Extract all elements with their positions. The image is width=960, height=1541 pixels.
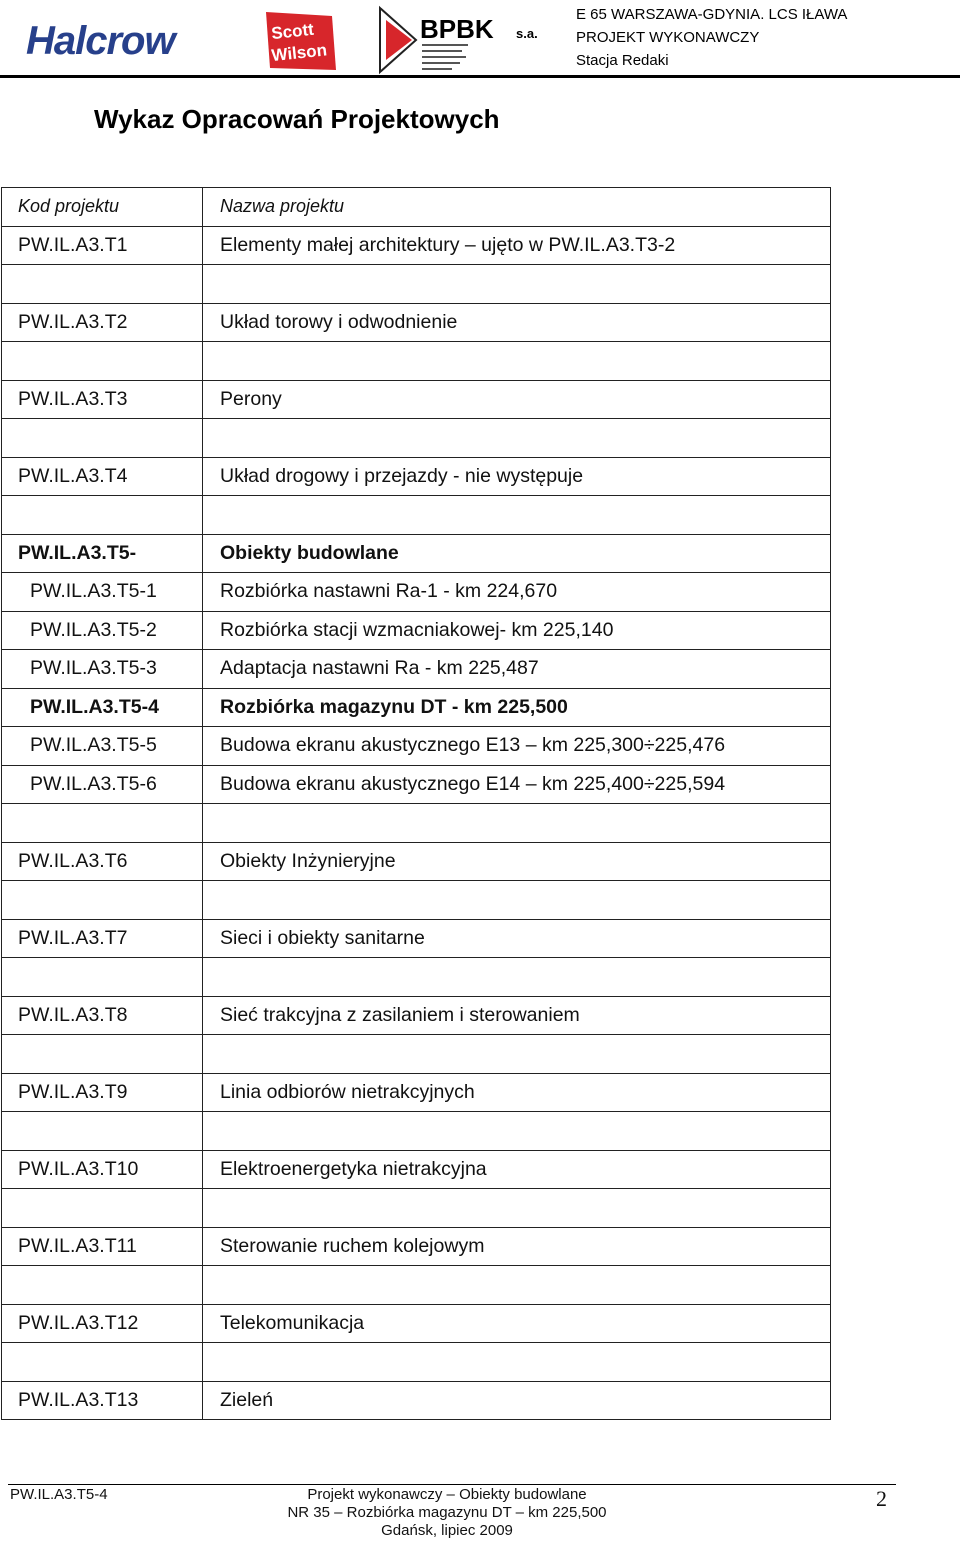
table-row-spacer <box>2 419 831 458</box>
project-code: PW.IL.A3.T11 <box>2 1227 203 1266</box>
project-name: Budowa ekranu akustycznego E13 – km 225,300÷225,476 <box>203 727 831 766</box>
project-code: PW.IL.A3.T4 <box>2 457 203 496</box>
project-code: PW.IL.A3.T6 <box>2 842 203 881</box>
table-row-section <box>2 534 831 573</box>
table-row <box>2 919 831 958</box>
project-name <box>203 265 831 304</box>
table-row-spacer <box>2 1189 831 1228</box>
table-row <box>2 727 831 766</box>
table-row <box>2 226 831 265</box>
project-name <box>203 342 831 381</box>
table-row <box>2 650 831 689</box>
project-code <box>2 1035 203 1074</box>
project-code: PW.IL.A3.T3 <box>2 380 203 419</box>
project-code <box>2 1343 203 1382</box>
table-row <box>2 765 831 804</box>
svg-text:Scott: Scott <box>270 19 315 44</box>
project-name <box>203 1266 831 1305</box>
project-code: PW.IL.A3.T1 <box>2 226 203 265</box>
project-code: PW.IL.A3.T5-5 <box>2 727 203 766</box>
table-row <box>2 457 831 496</box>
project-code: PW.IL.A3.T5- <box>2 534 203 573</box>
project-name: Sieci i obiekty sanitarne <box>203 919 831 958</box>
table-row <box>2 303 831 342</box>
footer-line-number: NR 35 – Rozbiórka magazynu DT – km 225,500 <box>287 1504 607 1521</box>
project-code <box>2 1112 203 1151</box>
bpbk-logo <box>376 4 566 76</box>
project-code: PW.IL.A3.T5-2 <box>2 611 203 650</box>
project-name: Linia odbiorów nietrakcyjnych <box>203 1073 831 1112</box>
project-name: Układ torowy i odwodnienie <box>203 303 831 342</box>
project-code: PW.IL.A3.T8 <box>2 996 203 1035</box>
table-row <box>2 842 831 881</box>
project-name: Rozbiórka nastawni Ra-1 - km 224,670 <box>203 573 831 612</box>
project-name: Sterowanie ruchem kolejowym <box>203 1227 831 1266</box>
project-code <box>2 958 203 997</box>
table-row <box>2 1381 831 1420</box>
project-name: Rozbiórka magazynu DT - km 225,500 <box>203 688 831 727</box>
table-row <box>2 1150 831 1189</box>
project-code <box>2 342 203 381</box>
project-code <box>2 1266 203 1305</box>
table-row <box>2 1073 831 1112</box>
column-header-name: Nazwa projektu <box>203 188 831 227</box>
table-row <box>2 611 831 650</box>
project-name: Perony <box>203 380 831 419</box>
project-name: Rozbiórka stacji wzmacniakowej- km 225,140 <box>203 611 831 650</box>
table-row-spacer <box>2 1343 831 1382</box>
column-header-code: Kod projektu <box>2 188 203 227</box>
project-name <box>203 1112 831 1151</box>
footer-project-code: PW.IL.A3.T5-4 <box>10 1486 108 1503</box>
project-name: Telekomunikacja <box>203 1304 831 1343</box>
footer-divider <box>8 1484 896 1485</box>
project-code: PW.IL.A3.T5-3 <box>2 650 203 689</box>
project-code <box>2 419 203 458</box>
table-row-spacer <box>2 342 831 381</box>
project-name <box>203 496 831 535</box>
project-name: Układ drogowy i przejazdy - nie występuje <box>203 457 831 496</box>
page-title: Wykaz Opracowań Projektowych <box>94 104 500 134</box>
page-number: 2 <box>876 1486 887 1511</box>
svg-text:Halcrow: Halcrow <box>26 19 175 62</box>
table-row-spacer <box>2 1112 831 1151</box>
svg-text:s.a.: s.a. <box>516 26 538 41</box>
table-row-spacer <box>2 958 831 997</box>
project-name: Adaptacja nastawni Ra - km 225,487 <box>203 650 831 689</box>
project-name: Elektroenergetyka nietrakcyjna <box>203 1150 831 1189</box>
project-code: PW.IL.A3.T5-4 <box>2 688 203 727</box>
project-name <box>203 1189 831 1228</box>
project-code: PW.IL.A3.T2 <box>2 303 203 342</box>
project-name: Elementy małej architektury – ujęto w PW.IL.A3.T3-2 <box>203 226 831 265</box>
project-name <box>203 1035 831 1074</box>
project-code <box>2 496 203 535</box>
project-name <box>203 419 831 458</box>
project-name <box>203 1343 831 1382</box>
table-row <box>2 1304 831 1343</box>
projects-table <box>1 187 831 1420</box>
header-divider <box>0 75 960 78</box>
header-project-info <box>576 3 847 72</box>
table-row-spacer <box>2 1266 831 1305</box>
halcrow-logo <box>24 18 204 62</box>
page-header <box>0 0 960 78</box>
footer-line-project: Projekt wykonawczy – Obiekty budowlane <box>307 1486 587 1503</box>
header-line-phase: PROJEKT WYKONAWCZY <box>576 29 760 46</box>
footer-project-info <box>200 1486 694 1540</box>
project-name: Zieleń <box>203 1381 831 1420</box>
project-code: PW.IL.A3.T5-1 <box>2 573 203 612</box>
footer-line-date: Gdańsk, lipiec 2009 <box>381 1522 513 1539</box>
table-row <box>2 1227 831 1266</box>
table-header-row <box>2 188 831 227</box>
project-name: Obiekty Inżynieryjne <box>203 842 831 881</box>
table-row-spacer <box>2 496 831 535</box>
table-row-spacer <box>2 804 831 843</box>
project-code: PW.IL.A3.T10 <box>2 1150 203 1189</box>
table-row <box>2 380 831 419</box>
svg-text:Wilson: Wilson <box>270 40 328 66</box>
project-code <box>2 265 203 304</box>
project-code <box>2 804 203 843</box>
project-code: PW.IL.A3.T13 <box>2 1381 203 1420</box>
project-code: PW.IL.A3.T7 <box>2 919 203 958</box>
scott-wilson-logo <box>262 8 340 74</box>
table-row <box>2 573 831 612</box>
project-name <box>203 804 831 843</box>
project-name: Budowa ekranu akustycznego E14 – km 225,400÷225,594 <box>203 765 831 804</box>
svg-text:BPBK: BPBK <box>420 14 494 44</box>
table-row-spacer <box>2 265 831 304</box>
header-line-station: Stacja Redaki <box>576 52 669 69</box>
header-line-route: E 65 WARSZAWA-GDYNIA. LCS IŁAWA <box>576 6 848 23</box>
table-row-spacer <box>2 881 831 920</box>
project-code: PW.IL.A3.T5-6 <box>2 765 203 804</box>
table-row-current <box>2 688 831 727</box>
project-name: Sieć trakcyjna z zasilaniem i sterowaniem <box>203 996 831 1035</box>
project-code <box>2 881 203 920</box>
project-code: PW.IL.A3.T12 <box>2 1304 203 1343</box>
project-name <box>203 881 831 920</box>
project-code <box>2 1189 203 1228</box>
table-row <box>2 996 831 1035</box>
project-code: PW.IL.A3.T9 <box>2 1073 203 1112</box>
project-name: Obiekty budowlane <box>203 534 831 573</box>
project-name <box>203 958 831 997</box>
table-row-spacer <box>2 1035 831 1074</box>
